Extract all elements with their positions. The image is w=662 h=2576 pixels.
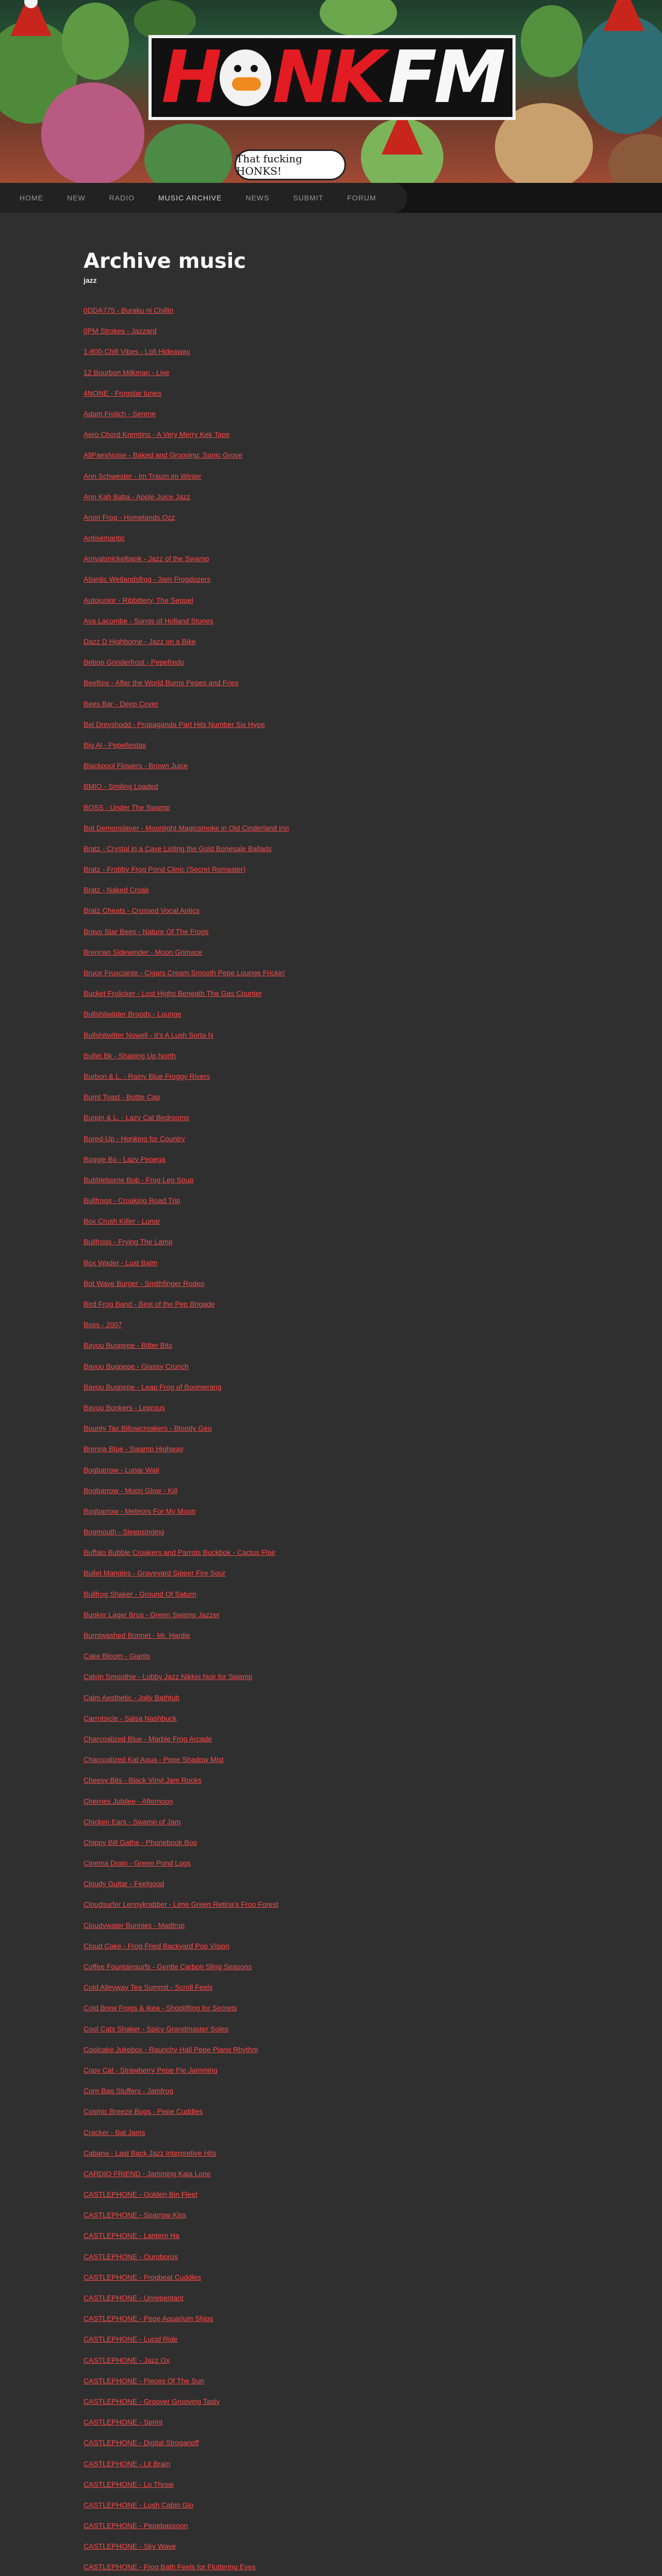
list-item bbox=[84, 802, 578, 823]
album-link[interactable]: Bees Bar - Deep Cover bbox=[84, 699, 158, 708]
album-link[interactable]: Bullshitwitder Broods - Lounge bbox=[84, 1010, 181, 1019]
list-item bbox=[84, 1465, 578, 1485]
album-link[interactable]: Blackpool Flowers - Brown Juice bbox=[84, 761, 188, 770]
frog-illustration bbox=[608, 134, 662, 183]
album-link[interactable]: Bayou Bugpepe - Glassy Crunch bbox=[84, 1362, 189, 1370]
album-link[interactable]: Big Al - Pepefiestas bbox=[84, 740, 146, 749]
album-link[interactable]: CASTLEPHONE - Pepe Aquarium Ships bbox=[84, 2314, 213, 2323]
album-link[interactable]: CARDIO FRIEND - Jamming Kaja Lone bbox=[84, 2169, 211, 2178]
album-link[interactable]: Charcoalized Kat Aqua - Pepe Shadow Mist bbox=[84, 1755, 224, 1764]
album-link[interactable]: CASTLEPHONE - Sky Wave bbox=[84, 2542, 176, 2551]
list-item bbox=[84, 1299, 578, 1319]
album-link[interactable]: Burntwashed Bonnet - Mr. Hardie bbox=[84, 1631, 190, 1639]
main-navigation bbox=[0, 183, 662, 213]
album-link[interactable]: Cabana - Laid Back Jazz Interpretive Hits bbox=[84, 2148, 217, 2157]
list-item bbox=[84, 2479, 578, 2500]
album-link[interactable]: CASTLEPHONE - Groover Grooving Tasty bbox=[84, 2397, 220, 2405]
list-item bbox=[84, 1941, 578, 1961]
album-link[interactable]: Cool Cats Shaker - Spicy Grandmaster Soles bbox=[84, 2024, 228, 2033]
album-link[interactable]: CASTLEPHONE - Lo Throw bbox=[84, 2480, 174, 2488]
list-item bbox=[84, 1817, 578, 1837]
list-item bbox=[84, 1071, 578, 1092]
list-item bbox=[84, 2562, 578, 2576]
list-item bbox=[84, 1009, 578, 1029]
album-link[interactable]: Cloudsurfer Lennykrabber - Lime Green Retina's Froo Forest bbox=[84, 1900, 278, 1909]
list-item bbox=[84, 947, 578, 968]
album-link[interactable]: Bot Wave Burger - Smithfinger Rodeo bbox=[84, 1279, 205, 1287]
album-link[interactable]: CASTLEPHONE - Lantern Ha bbox=[84, 2231, 179, 2240]
album-link[interactable]: Aero Chord Kremlins - A Very Merry Kek Tape bbox=[84, 430, 230, 439]
list-item bbox=[84, 429, 578, 450]
list-item bbox=[84, 1423, 578, 1444]
album-link[interactable]: Bullet Bk - Shaping Up North bbox=[84, 1051, 176, 1060]
list-item bbox=[84, 1361, 578, 1382]
album-link[interactable]: Bogbarrow - Lunar Wail bbox=[84, 1465, 159, 1474]
album-link[interactable]: Bratz - Naked Croak bbox=[84, 886, 149, 894]
list-item bbox=[84, 1609, 578, 1630]
list-item bbox=[84, 2396, 578, 2417]
list-item bbox=[84, 2355, 578, 2376]
list-item bbox=[84, 760, 578, 781]
frog-illustration bbox=[144, 124, 232, 183]
logo-text-h: H bbox=[161, 36, 219, 120]
list-item bbox=[84, 1982, 578, 2003]
list-item bbox=[84, 905, 578, 926]
list-item bbox=[84, 1527, 578, 1547]
album-link[interactable]: CASTLEPHONE - Digital Stroganoff bbox=[84, 2438, 199, 2447]
album-link[interactable]: Bebop Grinderfrost - Pepefredo bbox=[84, 658, 185, 667]
album-link[interactable]: CASTLEPHONE - Jazz Ox bbox=[84, 2355, 170, 2364]
list-item bbox=[84, 305, 578, 326]
list-item bbox=[84, 1899, 578, 1920]
list-item bbox=[84, 1236, 578, 1257]
list-item bbox=[84, 2189, 578, 2210]
list-item bbox=[84, 1319, 578, 1340]
goose-eye-icon bbox=[234, 65, 241, 72]
album-link[interactable]: Cosmic Breeze Bugs - Pepe Cuddles bbox=[84, 2107, 203, 2116]
album-link[interactable]: Adam Frolich - Serene bbox=[84, 409, 156, 418]
list-item bbox=[84, 1506, 578, 1527]
list-item bbox=[84, 1858, 578, 1878]
list-item bbox=[84, 864, 578, 885]
list-item bbox=[84, 1402, 578, 1423]
list-item bbox=[84, 533, 578, 553]
list-item bbox=[84, 512, 578, 533]
list-item bbox=[84, 1692, 578, 1713]
nav-item-submit[interactable]: SUBMIT bbox=[293, 194, 324, 202]
list-item bbox=[84, 968, 578, 988]
nav-item-home[interactable]: HOME bbox=[20, 194, 43, 202]
list-item bbox=[84, 1154, 578, 1175]
list-item bbox=[84, 1837, 578, 1858]
list-item bbox=[84, 1485, 578, 1506]
album-link[interactable]: Coffee Fountainsurfs - Gentle Carbon Sling Seasons bbox=[84, 1962, 252, 1971]
goose-beak-icon bbox=[232, 77, 261, 91]
list-item bbox=[84, 2106, 578, 2127]
album-link[interactable]: 0PM Strokes - Jazzard bbox=[84, 327, 157, 335]
list-item bbox=[84, 1775, 578, 1795]
album-link[interactable]: 12 Bourbon Milkman - Live bbox=[84, 368, 170, 377]
album-link[interactable]: Bogmouth - Sleepsinging bbox=[84, 1528, 164, 1536]
list-item bbox=[84, 1920, 578, 1941]
list-item bbox=[84, 1568, 578, 1588]
list-item bbox=[84, 843, 578, 864]
album-link[interactable]: Bullfrog Shaker - Ground Of Saturn bbox=[84, 1589, 196, 1598]
nav-item-news[interactable]: NEWS bbox=[245, 194, 270, 202]
list-item bbox=[84, 1133, 578, 1154]
frog-illustration bbox=[320, 0, 397, 36]
list-item bbox=[84, 450, 578, 470]
list-item bbox=[84, 1195, 578, 1216]
nav-bar bbox=[0, 183, 407, 213]
list-item bbox=[84, 1734, 578, 1754]
frog-illustration bbox=[41, 82, 144, 183]
list-item bbox=[84, 2127, 578, 2148]
album-link[interactable]: Cracker - Bat Jams bbox=[84, 2128, 145, 2137]
album-link[interactable]: Bird Frog Band - Best of the Pep Brigade bbox=[84, 1300, 215, 1308]
logo-text-nk: NK bbox=[272, 36, 383, 120]
album-link[interactable]: Corn Bag Stuffers - Jamfrog bbox=[84, 2087, 174, 2095]
list-item bbox=[84, 719, 578, 740]
album-link[interactable]: Boss - 2007 bbox=[84, 1320, 122, 1329]
album-link[interactable]: Bucket Frolicker - Lost Highs Beneath The Gas Counter bbox=[84, 989, 262, 998]
album-link[interactable]: CASTLEPHONE - Frogbeat Cuddles bbox=[84, 2273, 201, 2281]
album-link[interactable]: Burnt Toast - Bottle Cap bbox=[84, 1093, 160, 1101]
album-link[interactable]: Atlantic Wetlandsfrog - 3am Frogdozers bbox=[84, 575, 211, 584]
list-item bbox=[84, 1112, 578, 1133]
nav-item-new[interactable]: NEW bbox=[67, 194, 86, 202]
list-item bbox=[84, 471, 578, 492]
album-link[interactable]: CASTLEPHONE - Lucid Ride bbox=[84, 2335, 178, 2344]
album-link[interactable]: 1-800-Chill Vibes - Lofi Hideaway bbox=[84, 347, 190, 356]
album-link[interactable]: CASTLEPHONE - Pieces Of The Sun bbox=[84, 2376, 204, 2385]
album-link[interactable]: Brenna Blue - Swamp Highway bbox=[84, 1445, 184, 1453]
list-item bbox=[84, 926, 578, 947]
list-item bbox=[84, 2003, 578, 2023]
list-item bbox=[84, 657, 578, 677]
album-link[interactable]: Bogbarrow - Moon Glow - Kill bbox=[84, 1486, 178, 1495]
album-link[interactable]: Charcoalized Blue - Marble Frog Arcade bbox=[84, 1734, 212, 1743]
list-item bbox=[84, 2251, 578, 2272]
album-link[interactable]: Calvin Smoothie - Lobby Jazz Nikkei Noir for Swamp bbox=[84, 1672, 253, 1681]
album-link[interactable]: Cinema Drain - Green Pond Logs bbox=[84, 1859, 191, 1868]
album-link[interactable]: Carrotsicle - Salsa Nashbuck bbox=[84, 1714, 177, 1722]
album-link[interactable]: Cheesy Bits - Black Vinyl Jam Rocks bbox=[84, 1776, 202, 1785]
album-link[interactable]: Bravo Star Bees - Nature Of The Frogs bbox=[84, 927, 209, 936]
album-link[interactable]: BMIO - Smiling Loaded bbox=[84, 782, 158, 791]
list-item bbox=[84, 2230, 578, 2251]
list-item bbox=[84, 988, 578, 1009]
frog-illustration bbox=[521, 5, 583, 77]
goose-head-icon bbox=[220, 49, 271, 106]
album-link[interactable]: Autojunior - Ribbittery, The Sequel bbox=[84, 596, 193, 604]
album-link[interactable]: Ann Schwester - Im Traum im Winter bbox=[84, 471, 202, 480]
list-item bbox=[84, 1278, 578, 1299]
list-item bbox=[84, 1630, 578, 1651]
album-link[interactable]: Bel Dreyshodd - Propaganda Part Hits Number Six Hype bbox=[84, 720, 265, 728]
album-link[interactable]: 4NONE - Frogstar tunes bbox=[84, 388, 161, 397]
list-item bbox=[84, 2272, 578, 2293]
album-link[interactable]: Copy Cat - Strawberry Pepe Pie Jamming bbox=[84, 2065, 218, 2074]
album-link[interactable]: Bayou Bugpepe - Leap Frog of Boomerang bbox=[84, 1382, 222, 1391]
album-link[interactable]: Bullet Mangles - Graveyard Sipper Fire Sour bbox=[84, 1569, 226, 1578]
album-link[interactable]: 0DDA775 - Buraku ni Chillin bbox=[84, 306, 174, 314]
album-link[interactable]: Box Crush Killer - Lunar bbox=[84, 1217, 160, 1226]
goose-eye-icon bbox=[251, 65, 258, 72]
list-item bbox=[84, 2313, 578, 2334]
album-link[interactable]: Beeflow - After the World Burns Pepes and Fries bbox=[84, 679, 239, 687]
list-item bbox=[84, 2210, 578, 2230]
album-link[interactable]: Bot Demonslayer - Moonlight Magicsmoke in Old Cinderland Inn bbox=[84, 823, 289, 832]
list-item bbox=[84, 781, 578, 802]
list-item bbox=[84, 2520, 578, 2541]
album-link[interactable]: CASTLEPHONE - Ouroboros bbox=[84, 2252, 178, 2261]
album-link[interactable]: Boggie Bo - Lazy Pepega bbox=[84, 1155, 166, 1163]
list-item bbox=[84, 1175, 578, 1195]
album-link[interactable]: CASTLEPHONE - Unrepentant bbox=[84, 2294, 184, 2302]
list-item bbox=[84, 823, 578, 843]
album-link[interactable]: Bored-Up - Honking for Country bbox=[84, 1134, 185, 1143]
list-item bbox=[84, 1651, 578, 1671]
list-item bbox=[84, 1050, 578, 1071]
album-link[interactable]: Cake Bloom - Giants bbox=[84, 1652, 151, 1660]
list-item bbox=[84, 677, 578, 698]
list-item bbox=[84, 2417, 578, 2437]
album-link[interactable]: Calm Aesthetic - Jolly Bathtub bbox=[84, 1693, 179, 1702]
album-link[interactable]: Brennan Sidewinder - Moon Grimace bbox=[84, 947, 203, 956]
nav-item-radio[interactable]: RADIO bbox=[109, 194, 135, 202]
list-item bbox=[84, 553, 578, 574]
list-item bbox=[84, 1382, 578, 1402]
list-item bbox=[84, 1547, 578, 1568]
album-link[interactable]: BOSS - Under The Swamp bbox=[84, 803, 170, 811]
list-item bbox=[84, 2376, 578, 2396]
list-item bbox=[84, 492, 578, 512]
list-item bbox=[84, 1216, 578, 1236]
list-item bbox=[84, 1030, 578, 1050]
santa-hat-icon bbox=[603, 0, 644, 31]
album-link[interactable]: Burpin & L. - Lazy Cat Bedrooms bbox=[84, 1113, 189, 1122]
album-link[interactable]: CASTLEPHONE - Lush Cabin Glo bbox=[84, 2500, 194, 2509]
album-link[interactable]: Bratz - Frobby Frog Pond Clinic (Secret Remaster) bbox=[84, 865, 246, 874]
album-link[interactable]: Anon Frog - Homelands.Ozz bbox=[84, 513, 175, 521]
speech-bubble: That fucking HONKS! bbox=[235, 149, 346, 180]
album-link[interactable]: CASTLEPHONE - Sprint bbox=[84, 2418, 163, 2427]
album-link[interactable]: Ava Lacombe - Songs of Holland Stones bbox=[84, 616, 213, 625]
list-item bbox=[84, 1258, 578, 1278]
list-item bbox=[84, 2437, 578, 2458]
list-item bbox=[84, 636, 578, 657]
list-item bbox=[84, 574, 578, 595]
album-link[interactable]: CASTLEPHONE - Golden Bin Fleet bbox=[84, 2190, 197, 2199]
list-item bbox=[84, 1092, 578, 1112]
list-item bbox=[84, 2334, 578, 2354]
album-link[interactable]: Bounty Tax Billowcroakers - Bloody Geo bbox=[84, 1424, 212, 1433]
list-item bbox=[84, 2024, 578, 2044]
album-link[interactable]: Bratz Cheats - Crossed Vocal Antics bbox=[84, 906, 200, 915]
nav-item-music-archive[interactable]: MUSIC ARCHIVE bbox=[158, 194, 222, 202]
list-item bbox=[84, 409, 578, 429]
album-link[interactable]: Bubbleborne Bob - Frog Leg Soup bbox=[84, 1175, 194, 1184]
album-link[interactable]: Cherries Jubilee - Afternoon bbox=[84, 1797, 173, 1805]
album-link[interactable]: Bogbarrow - Meteors For My Moon bbox=[84, 1506, 196, 1515]
list-item bbox=[84, 1340, 578, 1361]
list-item bbox=[84, 885, 578, 905]
album-link[interactable]: CASTLEPHONE - Frog Bath Feels for Fluttering Eyes bbox=[84, 2563, 256, 2571]
list-item bbox=[84, 1878, 578, 1899]
list-item bbox=[84, 2500, 578, 2520]
album-link[interactable]: Bullfrogs - Croaking Road Trip bbox=[84, 1196, 180, 1205]
list-item bbox=[84, 2086, 578, 2106]
list-item bbox=[84, 1961, 578, 1982]
nav-item-forum[interactable]: FORUM bbox=[347, 194, 376, 202]
album-link[interactable]: AllPaesNoise - Baked and Grooving: Sonic Grove bbox=[84, 451, 243, 460]
list-item bbox=[84, 346, 578, 367]
list-item bbox=[84, 740, 578, 760]
album-link[interactable]: Bratz - Crystal in a Cave Listing the Gold Bonesale Ballads bbox=[84, 844, 272, 853]
list-item bbox=[84, 326, 578, 346]
album-link[interactable]: Cloudywater Bunnies - Madtrop bbox=[84, 1921, 185, 1929]
list-item bbox=[84, 1796, 578, 1817]
album-link[interactable]: Bunker Lager Bros - Green Swamp Jazzer bbox=[84, 1610, 220, 1619]
album-link[interactable]: Cloudy Guitar - Feelgood bbox=[84, 1879, 164, 1888]
album-link[interactable]: Chippy Bill Gathe - Phonebook Bop bbox=[84, 1838, 197, 1846]
honkfm-logo[interactable] bbox=[148, 35, 516, 120]
album-link[interactable]: Cold Brew Frogs & Ikea - Shoplifting for Secrets bbox=[84, 2004, 237, 2012]
album-link[interactable]: CASTLEPHONE - Pepebassoon bbox=[84, 2521, 188, 2530]
page-title: Archive music bbox=[84, 249, 246, 273]
list-item bbox=[84, 616, 578, 636]
album-link[interactable]: Chicken Ears - Swamp of Jam bbox=[84, 1817, 181, 1826]
list-item bbox=[84, 1589, 578, 1609]
album-link[interactable]: Dazz D Highborne - Jazz on a Bike bbox=[84, 637, 196, 646]
list-item bbox=[84, 1444, 578, 1464]
album-list bbox=[84, 305, 578, 2576]
album-link[interactable]: Burbon & L. - Rainy Blue Froggy Rivers bbox=[84, 1072, 210, 1080]
album-link[interactable]: Coolcake Jukebox - Raunchy Hall Pepe Piano Rhythm bbox=[84, 2045, 258, 2054]
album-link[interactable]: Ann Kah Baba - Apple Juice Jazz bbox=[84, 492, 191, 501]
list-item bbox=[84, 2541, 578, 2562]
header-banner bbox=[0, 0, 662, 183]
album-link[interactable]: Bayou Bugpepe - Bitter Bits bbox=[84, 1341, 172, 1350]
list-item bbox=[84, 1713, 578, 1734]
album-link[interactable]: Cold Alleyway Tea Summit - Scroll Feels bbox=[84, 1983, 213, 1992]
list-item bbox=[84, 595, 578, 616]
main-content bbox=[84, 247, 578, 2576]
album-link[interactable]: CASTLEPHONE - Sparrow Kiss bbox=[84, 2211, 187, 2219]
list-item bbox=[84, 2459, 578, 2479]
list-item bbox=[84, 2148, 578, 2168]
list-item bbox=[84, 2293, 578, 2313]
album-link[interactable]: Bayou Bonkers - Leprous bbox=[84, 1403, 165, 1412]
album-link[interactable]: Bruce Frusciante - Cigars Cream Smooth Pepe Lounge Frickin' bbox=[84, 969, 286, 977]
album-link[interactable]: Box Wader - Lust Balm bbox=[84, 1258, 158, 1267]
album-link[interactable]: Arrivalsnickelbank - Jazz of the Swamp bbox=[84, 554, 209, 563]
list-item bbox=[84, 2044, 578, 2065]
album-link[interactable]: CASTLEPHONE - Lit Brain bbox=[84, 2459, 171, 2468]
list-item bbox=[84, 2168, 578, 2189]
album-link[interactable]: Antisemantic bbox=[84, 534, 125, 543]
genre-label: jazz bbox=[84, 276, 97, 284]
list-item bbox=[84, 388, 578, 409]
list-item bbox=[84, 1671, 578, 1692]
album-link[interactable]: Bullshitwitter Nowell - It's A Lush Sorta N bbox=[84, 1030, 213, 1039]
frog-illustration bbox=[62, 3, 129, 80]
album-link[interactable]: Cloud Cake - Frog Fried Backyard Pop Vision bbox=[84, 1941, 229, 1950]
list-item bbox=[84, 367, 578, 388]
logo-text-fm: FM bbox=[387, 36, 503, 120]
list-item bbox=[84, 2065, 578, 2086]
list-item bbox=[84, 699, 578, 719]
frog-illustration bbox=[577, 15, 662, 134]
list-item bbox=[84, 1754, 578, 1775]
album-link[interactable]: Buffalo Bubble Croakers and Parrots Buckbok - Cactus Flair bbox=[84, 1548, 276, 1557]
album-link[interactable]: Bullfrogs - Frying The Lamp bbox=[84, 1238, 173, 1246]
